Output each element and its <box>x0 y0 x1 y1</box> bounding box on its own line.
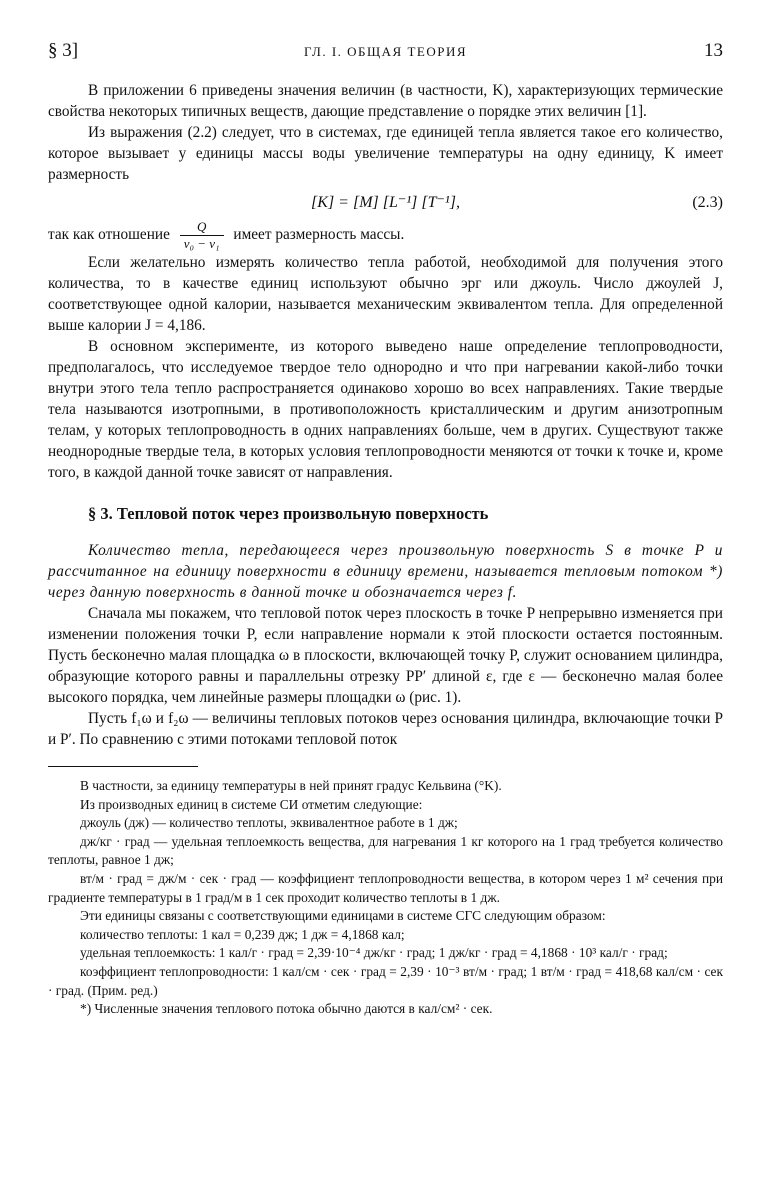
fraction <box>180 219 224 252</box>
footnote-line: Из производных единиц в системе СИ отметим следующие: <box>80 796 423 812</box>
footnote-star: *) Численные значения теплового потока обычно даются в кал/см² · сек. <box>80 1001 493 1017</box>
header-title: ГЛ. I. ОБЩАЯ ТЕОРИЯ <box>303 44 468 59</box>
fraction-tail-text: имеет размерность массы. <box>233 226 405 244</box>
paragraph: Сначала мы покажем, что тепловой поток через плоскость в точке P непрерывно изменяется при изменении положения точки P, если направление нормали к этой плоскости остается постоянным. Пусть бесконечно малая площадка ω в плоскости, включающей точку P, служит основанием цилиндра, образующие которого равны и параллельны отрезку PP′ длиной ε, где ε — бесконечно малая более высокого порядка, чем линейные размеры площадки ω (рис. 1). <box>48 605 723 706</box>
equation-number: (2.3) <box>692 194 723 211</box>
section-heading: § 3. Тепловой поток через произвольную поверхность <box>88 504 489 523</box>
footnote-divider <box>48 766 198 767</box>
footnote-line: коэффициент теплопроводности: 1 кал/см · сек · град = 2,39 · 10⁻³ вт/м · град; 1 вт/м · град = 418,68 кал/см · сек · град. (Прим. ред.) <box>48 963 723 998</box>
page-body <box>48 80 723 1019</box>
footnote-line: вт/м · град = дж/м · сек · град — коэффициент теплопроводности вещества, в котором через 1 м² сечения при градиенте температуры в 1 град/м в 1 сек проходит количество теплоты в 1 дж. <box>48 870 723 905</box>
paragraph: Из выражения (2.2) следует, что в системах, где единицей тепла является такое его количество, которое вызывает у единицы массы воды увеличение температуры на одну единицу, K имеет размерность <box>48 124 723 183</box>
page-number: 13 <box>704 40 723 61</box>
footnote-line: дж/кг · град — удельная теплоемкость вещества, для нагревания 1 кг которого на 1 град требуется количество теплоты, равное 1 дж; <box>48 833 723 868</box>
equation-2-3 <box>48 191 723 215</box>
equation-text: [K] = [M] [L⁻¹] [T⁻¹], <box>311 194 460 211</box>
footnote-line: удельная теплоемкость: 1 кал/г · град = 2,39·10⁻⁴ дж/кг · град; 1 дж/кг · град = 4,1868 · 10³ кал/г · град; <box>80 945 668 961</box>
footnotes <box>48 777 723 1019</box>
running-header <box>48 40 723 64</box>
paragraph: Если желательно измерять количество тепла работой, необходимой для получения этого количества, то в качестве единиц используют обычно эрг или джоуль. Число джоулей J, соответствующее одной калории, называется механическим эквивалентом тепла. Для определенной выше калории J = 4,186. <box>48 254 723 334</box>
footnote-line: В частности, за единицу температуры в ней принят градус Кельвина (°K). <box>80 778 502 793</box>
paragraph: В приложении 6 приведены значения величин (в частности, K), характеризующих термические свойства некоторых типичных веществ, дающие представление о порядке этих величин [1]. <box>48 82 723 120</box>
fraction-lead-text: так как отношение <box>48 226 170 244</box>
footnote-line: джоуль (дж) — количество теплоты, эквивалентное работе в 1 дж; <box>80 815 458 831</box>
definition-paragraph: Количество тепла, передающееся через произвольную поверхность S в точке P и рассчитанное на единицу поверхности в единицу времени, называется тепловым потоком *) через данную поверхность в данной точке и обозначается через f. <box>48 542 723 601</box>
paragraph-fraction <box>48 219 723 252</box>
footnote-line: Эти единицы связаны с соответствующими единицами в системе СГС следующим образом: <box>80 908 606 924</box>
header-section: § 3] <box>48 40 79 61</box>
paragraph: Пусть f₁ω и f₂ω — величины тепловых потоков через основания цилиндра, включающие точки P и P′. По сравнению с этими потоками тепловой поток <box>48 710 723 748</box>
fraction-denominator: v₀ − v₁ <box>183 236 220 251</box>
fraction-numerator: Q <box>180 219 224 236</box>
footnote-line: количество теплоты: 1 кал = 0,239 дж; 1 дж = 4,1868 кал; <box>80 926 405 942</box>
paragraph: В основном эксперименте, из которого выведено наше определение теплопроводности, предполагалось, что исследуемое твердое тело однородно и что при нагревании какой-либо точки внутри этого тела тепло распространяется одинаково хорошо во всех направлениях. Такие твердые тела называются изотропными, в противоположность кристаллическим и другим анизотропным телам, у которых теплопроводность в одних направлениях больше, чем в других. Существуют также неоднородные твердые тела, в которых условия теплопроводности меняются от точки к точке и, кроме того, в каждой данной точке зависят от направления. <box>48 338 723 481</box>
